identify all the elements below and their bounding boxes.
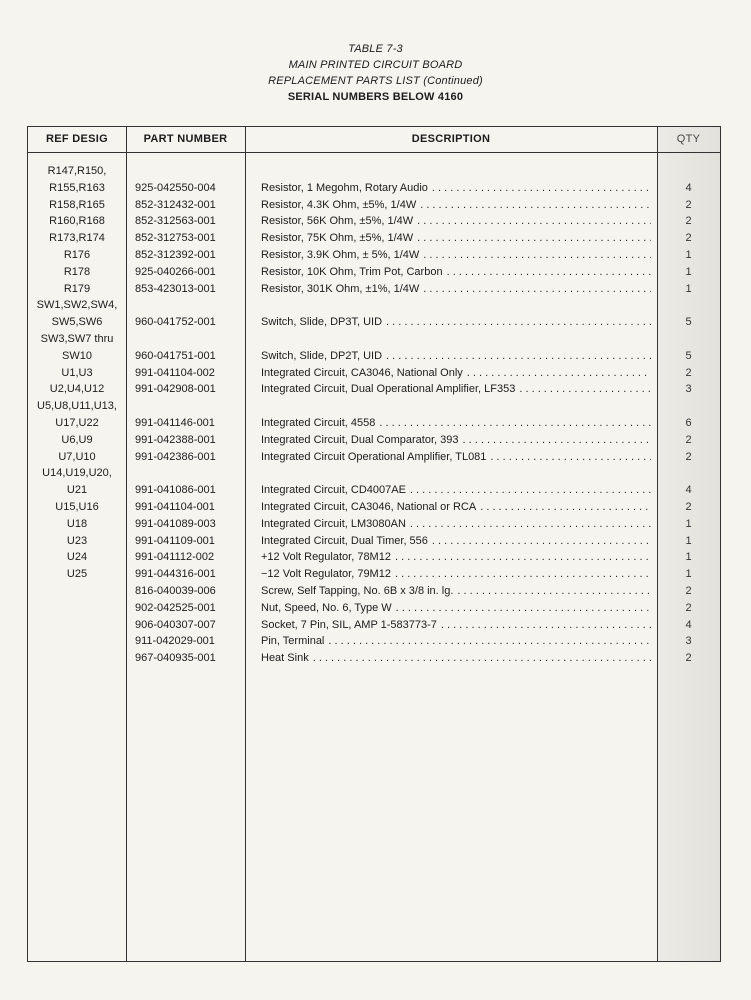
description-cell bbox=[261, 566, 651, 583]
description-text: Switch, Slide, DP2T, UID bbox=[261, 349, 383, 362]
description-cell bbox=[261, 398, 651, 415]
part-number-cell: 967-040935-001 bbox=[135, 652, 216, 665]
description-text: +12 Volt Regulator, 78M12 bbox=[261, 551, 391, 564]
description-text: Resistor, 4.3K Ohm, ±5%, 1/4W bbox=[261, 198, 417, 211]
ref-desig-cell: R179 bbox=[63, 282, 91, 295]
header-part-number: PART NUMBER bbox=[143, 133, 228, 145]
description-cell bbox=[261, 449, 651, 466]
description-text: Resistor, 75K Ohm, ±5%, 1/4W bbox=[261, 232, 414, 245]
leader-dots bbox=[463, 432, 652, 449]
ref-desig-cell: R176 bbox=[63, 248, 91, 261]
part-number-cell: 960-041752-001 bbox=[135, 316, 216, 329]
description-cell bbox=[261, 633, 651, 650]
ref-desig-cell: SW3,SW7 thru bbox=[40, 332, 114, 345]
description-text: Resistor, 56K Ohm, ±5%, 1/4W bbox=[261, 215, 414, 228]
qty-cell: 1 bbox=[685, 517, 692, 530]
leader-dots bbox=[313, 650, 651, 667]
leader-dots bbox=[328, 633, 651, 650]
table-title: MAIN PRINTED CIRCUIT BOARD bbox=[288, 59, 463, 71]
description-cell bbox=[261, 314, 651, 331]
qty-cell: 4 bbox=[685, 484, 692, 497]
description-text: Integrated Circuit, LM3080AN bbox=[261, 517, 406, 530]
description-cell bbox=[261, 230, 651, 247]
part-number-cell: 925-042550-004 bbox=[135, 181, 216, 194]
description-text: Resistor, 10K Ohm, Trim Pot, Carbon bbox=[261, 265, 443, 278]
qty-cell bbox=[657, 465, 720, 482]
ref-desig-cell: SW10 bbox=[62, 349, 92, 362]
qty-cell bbox=[657, 398, 720, 415]
ref-desig-cell: U18 bbox=[66, 517, 88, 530]
part-number-cell: 911-042029-001 bbox=[135, 635, 215, 648]
description-text: Integrated Circuit, Dual Operational Amplifier, LF353 bbox=[261, 383, 516, 396]
leader-dots bbox=[379, 415, 651, 432]
ref-desig-cell: U6,U9 bbox=[61, 433, 93, 446]
column-divider bbox=[245, 127, 246, 961]
ref-desig-cell: SW5,SW6 bbox=[51, 316, 103, 329]
part-number-cell: 991-041104-001 bbox=[135, 500, 215, 513]
header-ref-desig: REF DESIG bbox=[46, 133, 108, 145]
description-cell bbox=[261, 465, 651, 482]
leader-dots bbox=[423, 281, 651, 298]
qty-cell: 2 bbox=[685, 198, 692, 211]
ref-desig-cell: U23 bbox=[66, 534, 88, 547]
description-cell bbox=[261, 348, 651, 365]
description-cell bbox=[261, 533, 651, 550]
serial-note: SERIAL NUMBERS BELOW 4160 bbox=[287, 91, 464, 103]
description-text: Integrated Circuit, Dual Comparator, 393 bbox=[261, 433, 459, 446]
ref-desig-cell: U25 bbox=[66, 568, 88, 581]
leader-dots bbox=[480, 499, 651, 516]
ref-desig-cell: U15,U16 bbox=[55, 500, 99, 513]
description-cell bbox=[261, 415, 651, 432]
qty-cell: 2 bbox=[685, 652, 692, 665]
qty-cell: 2 bbox=[685, 500, 692, 513]
qty-cell: 1 bbox=[685, 265, 692, 278]
ref-desig-cell: R173,R174 bbox=[49, 232, 105, 245]
description-cell bbox=[261, 365, 651, 382]
ref-desig-cell: R178 bbox=[63, 265, 91, 278]
description-column bbox=[261, 163, 651, 667]
leader-dots bbox=[417, 230, 651, 247]
part-number-cell: 991-041146-001 bbox=[135, 416, 215, 429]
ref-desig-cell: U7,U10 bbox=[58, 450, 96, 463]
description-cell bbox=[261, 264, 651, 281]
ref-desig-column bbox=[28, 163, 126, 583]
ref-desig-cell: R147,R150, bbox=[47, 165, 107, 177]
part-number-cell: 991-041086-001 bbox=[135, 484, 216, 497]
ref-desig-cell: U14,U19,U20, bbox=[42, 467, 112, 480]
description-cell bbox=[261, 482, 651, 499]
table-heading bbox=[0, 41, 751, 105]
description-cell bbox=[261, 297, 651, 314]
leader-dots bbox=[432, 180, 651, 197]
ref-desig-cell: U1,U3 bbox=[61, 366, 93, 379]
qty-cell: 2 bbox=[685, 232, 692, 245]
leader-dots bbox=[432, 533, 651, 550]
part-number-cell: 991-042908-001 bbox=[135, 383, 216, 396]
leader-dots bbox=[420, 197, 651, 214]
parts-table bbox=[27, 126, 721, 962]
part-number-cell: 852-312753-001 bbox=[135, 232, 216, 245]
qty-cell: 5 bbox=[685, 349, 692, 362]
part-number-cell bbox=[135, 465, 245, 482]
description-cell bbox=[261, 499, 651, 516]
part-number-cell: 960-041751-001 bbox=[135, 349, 216, 362]
ref-desig-cell: U21 bbox=[66, 484, 88, 497]
ref-desig-cell: U5,U8,U11,U13, bbox=[37, 400, 117, 413]
description-text: Resistor, 3.9K Ohm, ± 5%, 1/4W bbox=[261, 248, 420, 261]
leader-dots bbox=[395, 549, 651, 566]
qty-cell: 2 bbox=[685, 450, 692, 463]
qty-cell: 2 bbox=[685, 601, 692, 614]
description-text: Resistor, 301K Ohm, ±1%, 1/4W bbox=[261, 282, 420, 295]
description-text: Integrated Circuit, CD4007AE bbox=[261, 484, 406, 497]
ref-desig-cell: R158,R165 bbox=[49, 198, 105, 211]
description-cell bbox=[261, 583, 651, 600]
description-cell bbox=[261, 516, 651, 533]
part-number-cell: 991-042388-001 bbox=[135, 433, 216, 446]
part-number-cell: 906-040307-007 bbox=[135, 618, 216, 631]
qty-cell: 2 bbox=[685, 433, 692, 446]
qty-cell bbox=[657, 297, 720, 314]
header-divider bbox=[28, 152, 720, 153]
table-subtitle: REPLACEMENT PARTS LIST (Continued) bbox=[268, 75, 483, 87]
header-qty: QTY bbox=[676, 133, 701, 145]
description-cell bbox=[261, 163, 651, 180]
part-number-cell: 902-042525-001 bbox=[135, 601, 216, 614]
part-number-cell: 991-041112-002 bbox=[135, 551, 215, 564]
description-cell bbox=[261, 331, 651, 348]
leader-dots bbox=[457, 583, 651, 600]
part-number-cell bbox=[135, 163, 245, 180]
leader-dots bbox=[395, 566, 651, 583]
qty-cell: 1 bbox=[685, 248, 692, 261]
part-number-cell: 991-044316-001 bbox=[135, 568, 216, 581]
description-cell bbox=[261, 650, 651, 667]
qty-cell: 3 bbox=[685, 383, 692, 396]
qty-cell: 4 bbox=[685, 618, 692, 631]
ref-desig-cell: U24 bbox=[66, 551, 88, 564]
part-number-column bbox=[135, 163, 245, 667]
description-text: Nut, Speed, No. 6, Type W bbox=[261, 601, 392, 614]
qty-cell: 5 bbox=[685, 316, 692, 329]
leader-dots bbox=[519, 381, 651, 398]
description-cell bbox=[261, 549, 651, 566]
leader-dots bbox=[386, 314, 651, 331]
ref-desig-cell: U2,U4,U12 bbox=[49, 383, 105, 396]
header-description: DESCRIPTION bbox=[411, 133, 491, 145]
column-divider bbox=[126, 127, 127, 961]
table-number: TABLE 7-3 bbox=[348, 43, 403, 55]
description-text: Integrated Circuit Operational Amplifier, TL081 bbox=[261, 450, 487, 463]
qty-cell: 2 bbox=[685, 584, 692, 597]
qty-cell: 6 bbox=[685, 416, 692, 429]
description-text: −12 Volt Regulator, 79M12 bbox=[261, 568, 391, 581]
leader-dots bbox=[410, 516, 651, 533]
qty-cell: 4 bbox=[685, 181, 692, 194]
ref-desig-cell: U17,U22 bbox=[55, 416, 99, 429]
part-number-cell: 852-312392-001 bbox=[135, 248, 216, 261]
description-text: Pin, Terminal bbox=[261, 635, 325, 648]
description-text: Integrated Circuit, CA3046, National Only bbox=[261, 366, 463, 379]
part-number-cell: 991-041104-002 bbox=[135, 366, 215, 379]
ref-desig-cell: R160,R168 bbox=[49, 215, 105, 228]
part-number-cell: 991-041089-003 bbox=[135, 517, 216, 530]
part-number-cell bbox=[135, 398, 245, 415]
part-number-cell: 991-042386-001 bbox=[135, 450, 216, 463]
description-cell bbox=[261, 281, 651, 298]
description-text: Screw, Self Tapping, No. 6B x 3/8 in. lg. bbox=[261, 584, 454, 597]
description-cell bbox=[261, 617, 651, 634]
leader-dots bbox=[396, 600, 651, 617]
part-number-cell: 853-423013-001 bbox=[135, 282, 216, 295]
part-number-cell bbox=[135, 297, 245, 314]
description-text: Integrated Circuit, Dual Timer, 556 bbox=[261, 534, 428, 547]
description-cell bbox=[261, 213, 651, 230]
qty-cell bbox=[657, 331, 720, 348]
ref-desig-cell: SW1,SW2,SW4, bbox=[36, 299, 118, 312]
part-number-cell: 925-040266-001 bbox=[135, 265, 216, 278]
description-cell bbox=[261, 381, 651, 398]
qty-column bbox=[657, 163, 720, 667]
description-text: Resistor, 1 Megohm, Rotary Audio bbox=[261, 181, 428, 194]
description-cell bbox=[261, 197, 651, 214]
qty-cell: 2 bbox=[685, 366, 692, 379]
part-number-cell: 852-312432-001 bbox=[135, 198, 216, 211]
qty-cell: 1 bbox=[685, 282, 692, 295]
description-cell bbox=[261, 180, 651, 197]
leader-dots bbox=[417, 213, 651, 230]
qty-cell: 1 bbox=[685, 568, 692, 581]
description-text: Switch, Slide, DP3T, UID bbox=[261, 316, 383, 329]
description-cell bbox=[261, 247, 651, 264]
qty-cell: 3 bbox=[685, 635, 692, 648]
description-cell bbox=[261, 600, 651, 617]
qty-cell: 1 bbox=[685, 534, 692, 547]
leader-dots bbox=[441, 617, 651, 634]
part-number-cell: 991-041109-001 bbox=[135, 534, 215, 547]
description-text: Heat Sink bbox=[261, 652, 309, 665]
leader-dots bbox=[447, 264, 651, 281]
leader-dots bbox=[490, 449, 651, 466]
leader-dots bbox=[410, 482, 651, 499]
description-cell bbox=[261, 432, 651, 449]
leader-dots bbox=[423, 247, 651, 264]
description-text: Socket, 7 Pin, SIL, AMP 1-583773-7 bbox=[261, 618, 437, 631]
qty-cell: 2 bbox=[685, 215, 692, 228]
leader-dots bbox=[386, 348, 651, 365]
qty-cell: 1 bbox=[685, 551, 692, 564]
ref-desig-cell: R155,R163 bbox=[49, 181, 105, 194]
part-number-cell: 816-040039-006 bbox=[135, 584, 216, 597]
qty-cell bbox=[657, 163, 720, 180]
description-text: Integrated Circuit, 4558 bbox=[261, 416, 376, 429]
description-text: Integrated Circuit, CA3046, National or RCA bbox=[261, 500, 477, 513]
part-number-cell: 852-312563-001 bbox=[135, 215, 216, 228]
part-number-cell bbox=[135, 331, 245, 348]
leader-dots bbox=[467, 365, 651, 382]
